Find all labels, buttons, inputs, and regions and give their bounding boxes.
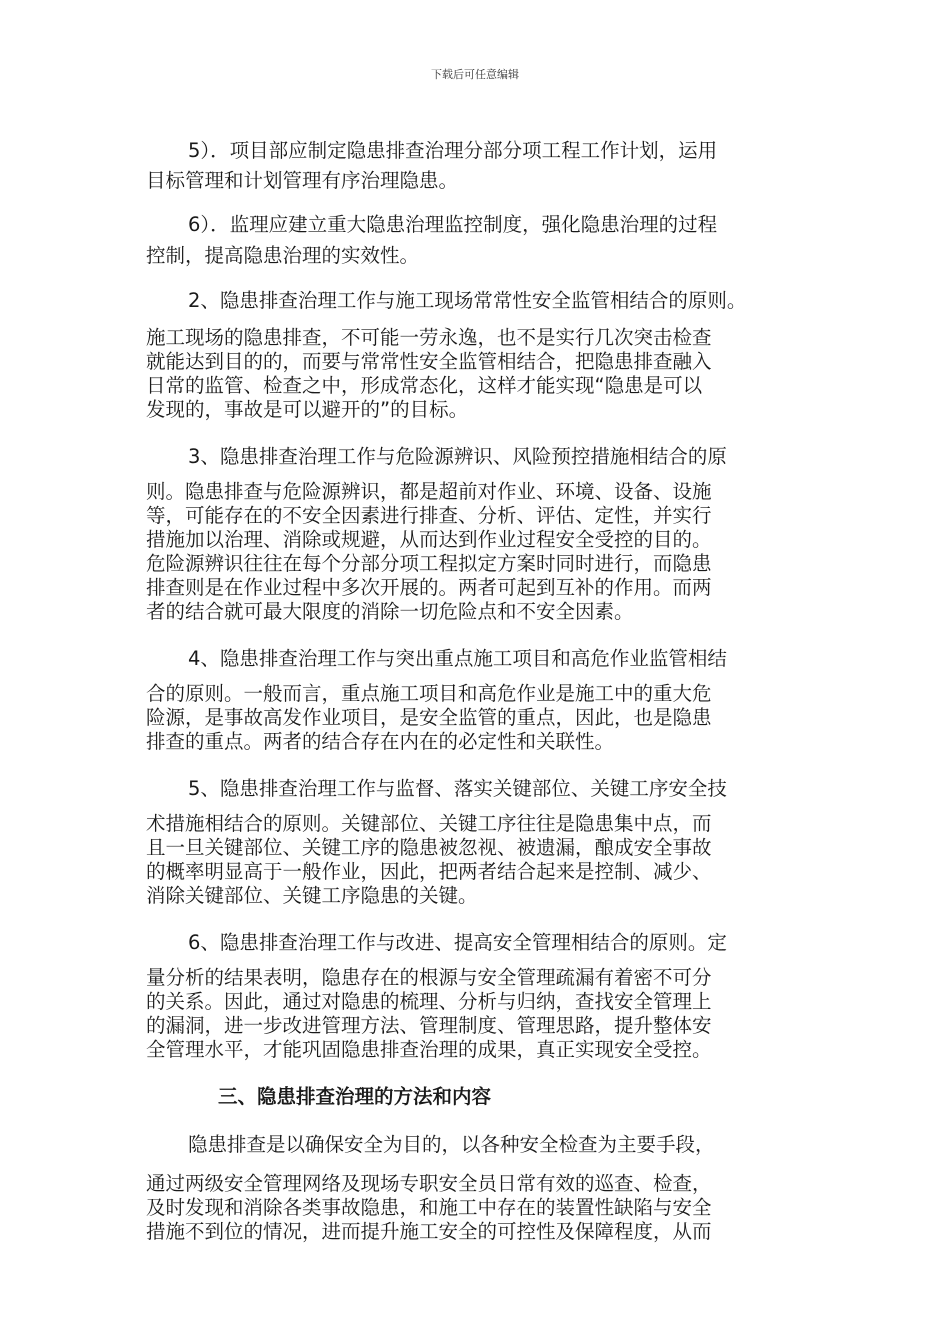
- paragraph-line: 6）．监理应建立重大隐患治理监控制度，强化隐患治理的过程: [188, 213, 718, 236]
- paragraph-line: 的漏洞，进一步改进管理方法、管理制度、管理思路，提升整体安: [146, 1014, 712, 1037]
- paragraph-line: 通过两级安全管理网络及现场专职安全员日常有效的巡查、检查，: [146, 1172, 712, 1195]
- paragraph-line: 量分析的结果表明，隐患存在的根源与安全管理疏漏有着密不可分: [146, 966, 712, 989]
- paragraph-line: 发现的，事故是可以避开的”的目标。: [146, 398, 469, 421]
- paragraph-heading-line: 4、隐患排查治理工作与突出重点施工项目和高危作业监管相结: [188, 647, 727, 670]
- paragraph-line: 施工现场的隐患排查，不可能一劳永逸，也不是实行几次突击检查: [146, 326, 712, 349]
- paragraph-heading-line: 3、隐患排查治理工作与危险源辨识、风险预控措施相结合的原: [188, 445, 727, 468]
- paragraph-line: 且一旦关键部位、关键工序的隐患被忽视、被遗漏，酿成安全事故: [146, 836, 712, 859]
- paragraph-line: 隐患排查是以确保安全为目的，以各种安全检查为主要手段，: [188, 1133, 715, 1156]
- paragraph-line: 术措施相结合的原则。关键部位、关键工序往往是隐患集中点，而: [146, 812, 712, 835]
- paragraph-line: 消除关键部位、关键工序隐患的关键。: [146, 884, 478, 907]
- paragraph-line: 合的原则。一般而言，重点施工项目和高危作业是施工中的重大危: [146, 682, 712, 705]
- document-body: [146, 136, 814, 1244]
- paragraph-line: 全管理水平，才能巩固隐患排查治理的成果，真正实现安全受控。: [146, 1038, 712, 1061]
- paragraph-line: 控制，提高隐患治理的实效性。: [146, 244, 420, 267]
- paragraph-line: 者的结合就可最大限度的消除一切危险点和不安全因素。: [146, 600, 634, 623]
- paragraph-line: 措施加以治理、消除或规避，从而达到作业过程安全受控的目的。: [146, 528, 712, 551]
- page-header: 下载后可任意编辑: [431, 68, 519, 81]
- paragraph-line: 则。隐患排查与危险源辨识，都是超前对作业、环境、设备、设施: [146, 480, 712, 503]
- paragraph-heading-line: 5、隐患排查治理工作与监督、落实关键部位、关键工序安全技: [188, 777, 727, 800]
- paragraph-line: 危险源辨识往往在每个分部分项工程拟定方案时同时进行，而隐患: [146, 552, 712, 575]
- paragraph-line: 排查则是在作业过程中多次开展的。两者可起到互补的作用。而两: [146, 576, 712, 599]
- paragraph-line: 目标管理和计划管理有序治理隐患。: [146, 169, 459, 192]
- section-heading: 三、隐患排查治理的方法和内容: [218, 1085, 492, 1108]
- paragraph-line: 措施不到位的情况，进而提升施工安全的可控性及保障程度，从而: [146, 1220, 712, 1243]
- paragraph-heading-line: 2、隐患排查治理工作与施工现场常常性安全监管相结合的原则。: [188, 289, 747, 312]
- paragraph-line: 的概率明显高于一般作业，因此，把两者结合起来是控制、减少、: [146, 860, 712, 883]
- paragraph-line: 排查的重点。两者的结合存在内在的必定性和关联性。: [146, 730, 615, 753]
- paragraph-line: 就能达到目的的，而要与常常性安全监管相结合，把隐患排查融入: [146, 350, 712, 373]
- paragraph-heading-line: 6、隐患排查治理工作与改进、提高安全管理相结合的原则。定: [188, 931, 727, 954]
- paragraph-line: 及时发现和消除各类事故隐患，和施工中存在的装置性缺陷与安全: [146, 1196, 712, 1219]
- paragraph-line: 5）．项目部应制定隐患排查治理分部分项工程工作计划，运用: [188, 139, 718, 162]
- paragraph-line: 日常的监管、检查之中，形成常态化，这样才能实现“隐患是可以: [146, 374, 703, 397]
- paragraph-line: 等，可能存在的不安全因素进行排查、分析、评估、定性，并实行: [146, 504, 712, 527]
- paragraph-line: 险源，是事故高发作业项目，是安全监管的重点，因此，也是隐患: [146, 706, 712, 729]
- paragraph-line: 的关系。因此，通过对隐患的梳理、分析与归纳，查找安全管理上: [146, 990, 712, 1013]
